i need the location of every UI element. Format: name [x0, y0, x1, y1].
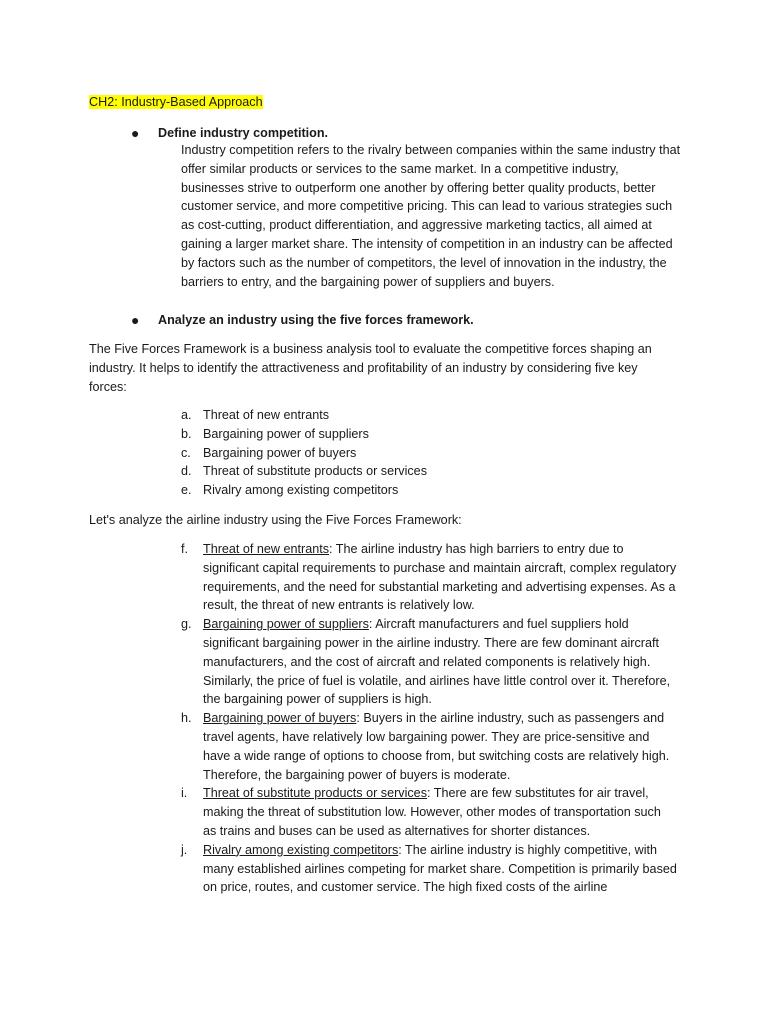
bullet-marker: ● [131, 312, 140, 328]
list-marker: a. [181, 408, 192, 422]
airline-analysis-list [181, 540, 681, 897]
five-forces-intro: The Five Forces Framework is a business analysis tool to evaluate the competitive forces shaping an industry. It helps to identify the attractiveness and profitability of an industry by considering five key forces: [89, 342, 652, 394]
list-marker: j. [181, 842, 188, 857]
section-title-define: Define industry competition. [158, 126, 329, 140]
list-item-text: Rivalry among existing competitors [203, 483, 399, 498]
list-item-text: Bargaining power of suppliers [203, 426, 369, 441]
analysis-term: Threat of substitute products or services [203, 786, 427, 801]
analysis-text: : The airline industry has high barriers to entry due to significant capital requirements to purchase and maintain aircraft, complex regulatory requirements, and the need for substantial marketing and advertising expenses. As a result, the threat of new entrants is relatively low. [203, 542, 677, 613]
bullet-marker: ● [131, 125, 140, 141]
analysis-item [181, 615, 681, 709]
analysis-term: Rivalry among existing competitors [203, 842, 399, 857]
analysis-item [181, 784, 681, 840]
list-marker: g. [181, 617, 192, 632]
analysis-text: : There are few substitutes for air travel, making the threat of substitution low. However, other modes of transportation such as trains and buses can be used as alternatives for shorter distances. [203, 786, 661, 838]
list-item-text: Threat of substitute products or services [203, 464, 427, 479]
analysis-term: Bargaining power of buyers [203, 711, 357, 726]
chapter-heading-text: CH2: Industry-Based Approach [89, 95, 263, 109]
list-marker: i. [181, 786, 188, 801]
analysis-item [181, 841, 681, 897]
analysis-term: Threat of new entrants [203, 542, 330, 556]
analysis-term: Bargaining power of suppliers [203, 617, 369, 632]
airline-intro: Let's analyze the airline industry using the Five Forces Framework: [89, 513, 462, 527]
list-marker: h. [181, 711, 192, 726]
analysis-text: : Buyers in the airline industry, such as passengers and travel agents, have relatively low bargaining power. They are price-sensitive and have a wide range of options to choose from, but switching costs are relatively high. Therefore, the bargaining power of buyers is moderate. [203, 711, 670, 782]
list-item-text: Bargaining power of buyers [203, 445, 357, 460]
analysis-text: : Aircraft manufacturers and fuel suppliers hold significant bargaining power in the airline industry. There are few dominant aircraft manufacturers, and the cost of aircraft and related components is relatively high. Similarly, the price of fuel is volatile, and airlines have little control over it. Therefore, the bargaining power of suppliers is high. [203, 617, 671, 707]
chapter-heading [89, 93, 263, 111]
list-marker: c. [181, 445, 191, 460]
analysis-text: : The airline industry is highly competitive, with many established airlines competing for market share. Competition is primarily based on price, routes, and customer service. The high fixed costs of the airline [203, 842, 677, 895]
list-marker: e. [181, 483, 192, 498]
analysis-item [181, 709, 681, 784]
list-item-text: Threat of new entrants [203, 408, 330, 422]
analysis-item [181, 540, 681, 615]
list-marker: f. [181, 542, 188, 556]
industry-competition-paragraph: Industry competition refers to the rivalry between companies within the same industry that offer similar products or services to the same market. In a competitive industry, businesses strive to outperform one another by offering better quality products, better customer service, and more competitive pricing. This can lead to various strategies such as cost-cutting, product differentiation, and aggressive marketing tactics, all aimed at gaining a larger market share. The intensity of competition in an industry can be affected by factors such as the number of competitors, the level of innovation in the industry, the barriers to entry, and the bargaining power of suppliers and buyers. [181, 143, 681, 289]
section-title-analyze: Analyze an industry using the five forces framework. [158, 313, 474, 327]
list-marker: d. [181, 464, 192, 479]
list-marker: b. [181, 426, 192, 441]
